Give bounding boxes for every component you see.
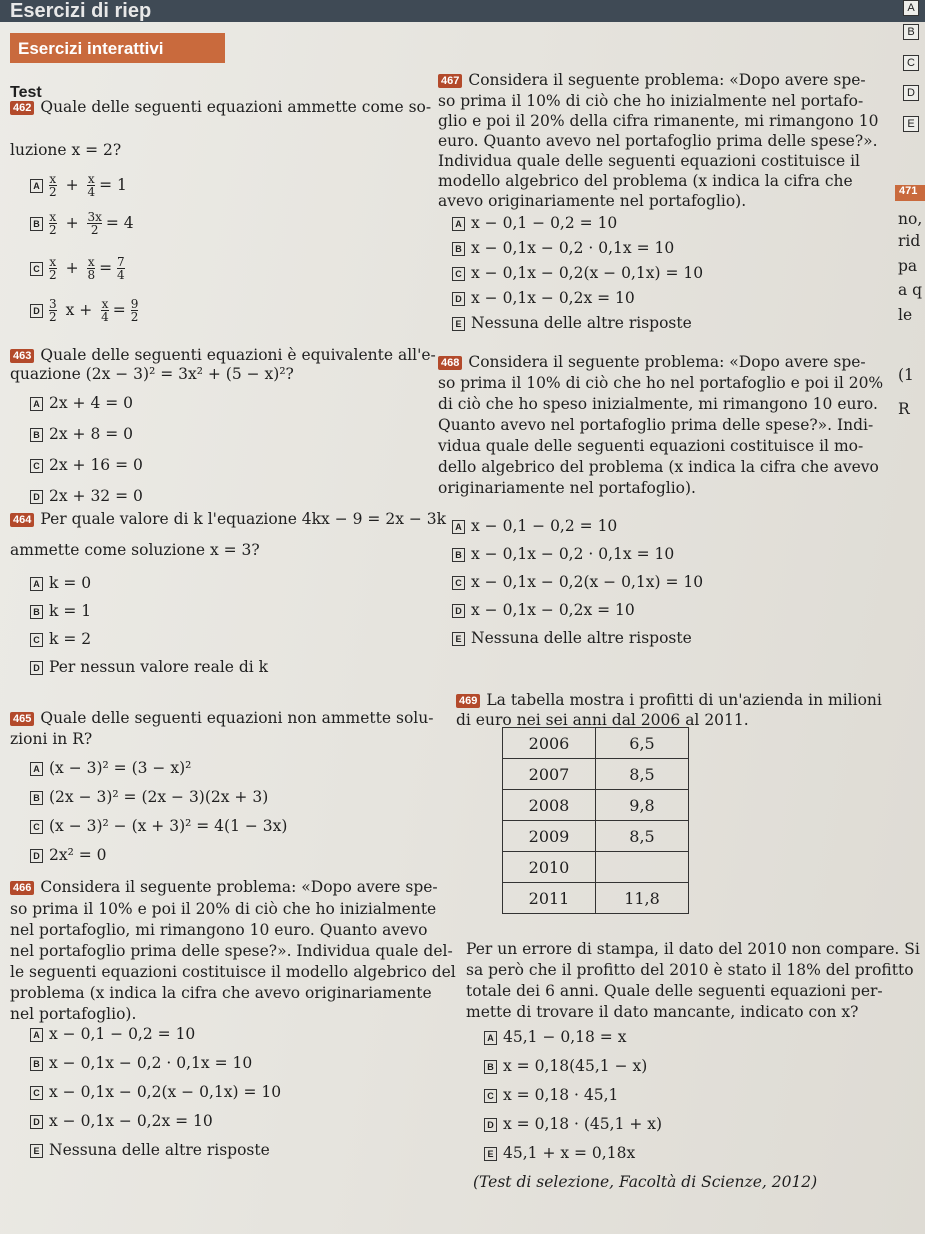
question-number: 467 (438, 74, 462, 88)
numerator: 3x (87, 210, 102, 224)
question-466-line (10, 880, 438, 896)
option-letter-box: D (30, 304, 43, 318)
question-462-text2: luzione x = 2? (10, 141, 122, 159)
fraction (49, 298, 57, 323)
option-text: x − 0,1x − 0,2 · 0,1x = 10 (49, 1054, 253, 1072)
question-number: 466 (10, 881, 34, 895)
question-468-line: vidua quale delle seguenti equazioni costituisce il mo- (438, 437, 864, 455)
question-467-line: euro. Quanto avevo nel portafoglio prima delle spese?». (438, 132, 878, 150)
option-text: x − 0,1x − 0,2(x − 0,1x) = 10 (49, 1083, 282, 1101)
question-469-text2: di euro nei sei anni dal 2006 al 2011. (456, 711, 749, 729)
question-number: 468 (438, 356, 462, 370)
option-d[interactable] (30, 1114, 213, 1130)
option-b[interactable] (30, 211, 134, 236)
table-cell: 9,8 (596, 790, 689, 821)
option-c[interactable] (452, 266, 703, 282)
question-469-line: mette di trovare il dato mancante, indicato con x? (466, 1003, 859, 1021)
rhs: = (112, 300, 131, 319)
option-b[interactable] (30, 790, 268, 806)
table-row (503, 790, 689, 821)
question-text: Considera il seguente problema: «Dopo avere spe- (468, 71, 866, 89)
fraction (117, 256, 125, 281)
option-letter-box: B (30, 791, 43, 805)
option-letter-box: A (30, 1028, 43, 1042)
option-letter-box: B (30, 428, 43, 442)
option-text: k = 0 (49, 574, 92, 592)
option-c[interactable] (484, 1088, 618, 1104)
option-d[interactable] (30, 489, 143, 505)
option-letter-box: A (452, 217, 465, 231)
option-letter-box: C (452, 267, 465, 281)
option-text: x − 0,1x − 0,2x = 10 (471, 289, 635, 307)
denominator: 2 (49, 268, 57, 282)
cut-text: le (898, 306, 913, 324)
option-d[interactable] (452, 603, 635, 619)
option-text: x − 0,1x − 0,2x = 10 (471, 601, 635, 619)
question-467-line: Individua quale delle seguenti equazioni costituisce il (438, 152, 860, 170)
question-text: Considera il seguente problema: «Dopo avere spe- (468, 353, 866, 371)
option-b[interactable] (452, 241, 674, 257)
option-text: k = 2 (49, 630, 92, 648)
option-text: 45,1 + x = 0,18x (503, 1144, 636, 1162)
option-text: 2x + 32 = 0 (49, 487, 143, 505)
option-letter-box: D (452, 604, 465, 618)
option-letter-box: E (30, 1144, 43, 1158)
operator: + (60, 213, 84, 232)
option-text: x = 0,18 · 45,1 (503, 1086, 619, 1104)
table-cell: 2006 (503, 728, 596, 759)
fraction (101, 298, 109, 323)
question-468-line: di ciò che ho speso inizialmente, mi rimangono 10 euro. (438, 395, 878, 413)
option-d[interactable] (30, 848, 107, 864)
question-465-text2: zioni in R? (10, 730, 93, 748)
option-letter-box: D (452, 292, 465, 306)
denominator: 2 (49, 310, 57, 324)
question-number: 463 (10, 349, 34, 363)
option-text: 2x + 8 = 0 (49, 425, 134, 443)
option-d[interactable] (30, 298, 138, 323)
option-text: x − 0,1x − 0,2 · 0,1x = 10 (471, 239, 675, 257)
option-letter-box: A (30, 762, 43, 776)
option-text: x − 0,1x − 0,2 · 0,1x = 10 (471, 545, 675, 563)
option-letter-box: A (30, 397, 43, 411)
table-cell: 8,5 (596, 759, 689, 790)
question-468-line: originariamente nel portafoglio). (438, 479, 696, 497)
fraction (49, 211, 57, 236)
option-b[interactable] (452, 547, 674, 563)
option-letter-box: D (30, 1115, 43, 1129)
option-letter-box: A (484, 1031, 497, 1045)
question-464-text: 464 Per quale valore di k l'equazione 4kx − 9 = 2x − 3k (10, 512, 446, 528)
option-text: k = 1 (49, 602, 92, 620)
cut-text: pa (898, 257, 918, 275)
question-number: 469 (456, 694, 480, 708)
option-letter-box: C (30, 633, 43, 647)
numerator: x (49, 255, 57, 269)
side-tab-e[interactable]: E (903, 116, 919, 132)
option-a[interactable] (452, 519, 617, 535)
cut-text: R (898, 400, 910, 418)
option-letter-box: C (452, 576, 465, 590)
option-letter-box: A (452, 520, 465, 534)
fraction (131, 298, 139, 323)
option-a[interactable] (30, 1027, 195, 1043)
option-e[interactable] (30, 1143, 270, 1159)
question-467-line (438, 73, 866, 89)
denominator: 4 (87, 185, 96, 199)
cut-text: no, (898, 210, 923, 228)
rhs: = 4 (105, 213, 134, 232)
option-text: x − 0,1 − 0,2 = 10 (471, 517, 618, 535)
top-title-bar (0, 0, 925, 22)
question-466-line: nel portafoglio prima delle spese?». Individua quale del- (10, 942, 453, 960)
numerator: x (87, 172, 95, 186)
operator: + (60, 175, 84, 194)
option-letter-box: C (30, 262, 43, 276)
option-text: Nessuna delle altre risposte (471, 314, 692, 332)
table-row (503, 759, 689, 790)
denominator: 4 (101, 310, 109, 324)
page-heading: Esercizi di riep (10, 0, 152, 22)
denominator: 2 (90, 223, 99, 237)
option-c[interactable] (30, 1085, 281, 1101)
question-466-line: nel portafoglio). (10, 1005, 137, 1023)
question-467-line: modello algebrico del problema (x indica la cifra che (438, 172, 853, 190)
option-letter-box: C (30, 459, 43, 473)
table-cell: 2007 (503, 759, 596, 790)
table-row (503, 821, 689, 852)
source-citation: (Test di selezione, Facoltà di Scienze, 2012) (473, 1173, 818, 1191)
table-cell: 2008 (503, 790, 596, 821)
question-466-line: so prima il 10% e poi il 20% di ciò che ho inizialmente (10, 900, 437, 918)
option-c[interactable] (30, 256, 125, 281)
table-cell: 8,5 (596, 821, 689, 852)
fraction (49, 173, 57, 198)
option-c[interactable] (30, 632, 91, 648)
option-d[interactable] (484, 1117, 662, 1133)
option-a[interactable] (30, 761, 191, 777)
table-cell: 11,8 (596, 883, 689, 914)
fraction (87, 173, 95, 198)
option-letter-box: D (30, 661, 43, 675)
option-d[interactable] (452, 291, 635, 307)
option-letter-box: D (30, 490, 43, 504)
table-cell: 2010 (503, 852, 596, 883)
numerator: 9 (130, 297, 139, 311)
numerator: x (49, 172, 57, 186)
numerator: 7 (117, 255, 125, 269)
option-text: x − 0,1 − 0,2 = 10 (49, 1025, 196, 1043)
option-text: (2x − 3)² = (2x − 3)(2x + 3) (49, 788, 269, 806)
option-text: x − 0,1x − 0,2x = 10 (49, 1112, 213, 1130)
question-number: 465 (10, 712, 34, 726)
rhs: = (99, 258, 118, 277)
option-letter-box: A (30, 577, 43, 591)
option-letter-box: A (30, 179, 43, 193)
option-text: (x − 3)² = (3 − x)² (49, 759, 192, 777)
section-banner: Esercizi interattivi (10, 33, 225, 63)
question-468-line (438, 355, 866, 371)
option-c[interactable] (30, 819, 287, 835)
option-b[interactable] (30, 427, 133, 443)
option-c[interactable] (452, 575, 703, 591)
denominator: 4 (117, 268, 125, 282)
question-463-text2: quazione (2x − 3)² = 3x² + (5 − x)²? (10, 365, 294, 383)
option-e[interactable] (484, 1146, 635, 1162)
side-tab-c[interactable]: C (903, 55, 919, 71)
option-letter-box: C (484, 1089, 497, 1103)
option-text: 2x² = 0 (49, 846, 107, 864)
fraction (49, 256, 57, 281)
table-cell: 6,5 (596, 728, 689, 759)
option-letter-box: D (30, 849, 43, 863)
option-letter-box: B (30, 605, 43, 619)
question-469-line: totale dei 6 anni. Quale delle seguenti equazioni per- (466, 982, 883, 1000)
fraction (87, 256, 95, 281)
numerator: x (87, 255, 95, 269)
question-467-line: so prima il 10% di ciò che ho inizialmente nel portafo- (438, 92, 864, 110)
table-row (503, 728, 689, 759)
question-number: 462 (10, 101, 34, 115)
test-label: Test (10, 84, 42, 101)
question-469-line: sa però che il profitto del 2010 è stato il 18% del profitto (466, 961, 914, 979)
option-b[interactable] (30, 1056, 252, 1072)
option-text: Per nessun valore reale di k (49, 658, 269, 676)
option-text: x = 0,18(45,1 − x) (503, 1057, 648, 1075)
numerator: 3 (49, 297, 57, 311)
operator: x + (60, 300, 98, 319)
question-466-line: problema (x indica la cifra che avevo originariamente (10, 984, 432, 1002)
option-letter-box: B (484, 1060, 497, 1074)
option-letter-box: B (452, 548, 465, 562)
option-a[interactable] (30, 173, 127, 198)
question-469-line: Per un errore di stampa, il dato del 2010 non compare. Si (466, 940, 920, 958)
question-467-line: avevo originariamente nel portafoglio). (438, 192, 747, 210)
table-cell: 2009 (503, 821, 596, 852)
question-463-text: 463 Quale delle seguenti equazioni è equivalente all'e- (10, 348, 436, 364)
option-letter-box: C (30, 820, 43, 834)
option-b[interactable] (484, 1059, 647, 1075)
question-464-text2: ammette come soluzione x = 3? (10, 541, 260, 559)
denominator: 2 (49, 223, 57, 237)
numerator: x (101, 297, 109, 311)
denominator: 8 (87, 268, 96, 282)
table-row (503, 852, 689, 883)
option-letter-box: B (30, 1057, 43, 1071)
option-text: Nessuna delle altre risposte (49, 1141, 270, 1159)
question-468-line: Quanto avevo nel portafoglio prima delle spese?». Indi- (438, 416, 874, 434)
side-tab-a[interactable]: A (903, 0, 919, 16)
question-466-line: le seguenti equazioni costituisce il modello algebrico del (10, 963, 456, 981)
option-text: 2x + 4 = 0 (49, 394, 134, 412)
cut-text: rid (898, 232, 921, 250)
fraction (87, 211, 101, 236)
option-a[interactable] (452, 216, 617, 232)
question-468-line: dello algebrico del problema (x indica la cifra che avevo (438, 458, 879, 476)
option-letter-box: C (30, 1086, 43, 1100)
option-a[interactable] (30, 576, 91, 592)
option-letter-box: E (452, 632, 465, 646)
question-text: Considera il seguente problema: «Dopo avere spe- (40, 878, 438, 896)
operator: + (60, 258, 84, 277)
option-c[interactable] (30, 458, 143, 474)
side-tab-d[interactable]: D (903, 85, 919, 101)
option-letter-box: E (484, 1147, 497, 1161)
option-b[interactable] (30, 604, 91, 620)
next-exercise-tag: 471 (895, 185, 925, 201)
option-e[interactable] (452, 316, 692, 332)
option-text: 45,1 − 0,18 = x (503, 1028, 627, 1046)
table-cell: 2011 (503, 883, 596, 914)
profit-table (502, 727, 689, 914)
option-text: (x − 3)² − (x + 3)² = 4(1 − 3x) (49, 817, 288, 835)
option-text: x − 0,1x − 0,2(x − 0,1x) = 10 (471, 573, 704, 591)
question-468-line: so prima il 10% di ciò che ho nel portafoglio e poi il 20% (438, 374, 884, 392)
option-a[interactable] (30, 396, 133, 412)
denominator: 2 (49, 185, 57, 199)
rhs: = 1 (99, 175, 127, 194)
option-letter-box: D (484, 1118, 497, 1132)
question-number: 464 (10, 513, 34, 527)
side-tab-b[interactable]: B (903, 24, 919, 40)
option-letter-box: E (452, 317, 465, 331)
table-cell (596, 852, 689, 883)
option-letter-box: B (452, 242, 465, 256)
table-row (503, 883, 689, 914)
option-a[interactable] (484, 1030, 626, 1046)
question-467-line: glio e poi il 20% della cifra rimanente, mi rimangono 10 (438, 112, 879, 130)
numerator: x (49, 210, 57, 224)
question-465-text: 465 Quale delle seguenti equazioni non ammette solu- (10, 711, 433, 727)
cut-text: (1 (898, 366, 914, 384)
question-469-text: 469 La tabella mostra i profitti di un'azienda in milioni (456, 693, 882, 709)
option-text: 2x + 16 = 0 (49, 456, 143, 474)
question-466-line: nel portafoglio, mi rimangono 10 euro. Quanto avevo (10, 921, 428, 939)
option-text: x − 0,1x − 0,2(x − 0,1x) = 10 (471, 264, 704, 282)
option-text: x = 0,18 · (45,1 + x) (503, 1115, 663, 1133)
denominator: 2 (130, 310, 139, 324)
option-d[interactable] (30, 660, 268, 676)
cut-text: a q (898, 281, 923, 299)
question-462-text: 462 Quale delle seguenti equazioni ammette come so- (10, 100, 431, 116)
option-e[interactable] (452, 631, 692, 647)
option-text: x − 0,1 − 0,2 = 10 (471, 214, 618, 232)
option-letter-box: B (30, 217, 43, 231)
option-text: Nessuna delle altre risposte (471, 629, 692, 647)
